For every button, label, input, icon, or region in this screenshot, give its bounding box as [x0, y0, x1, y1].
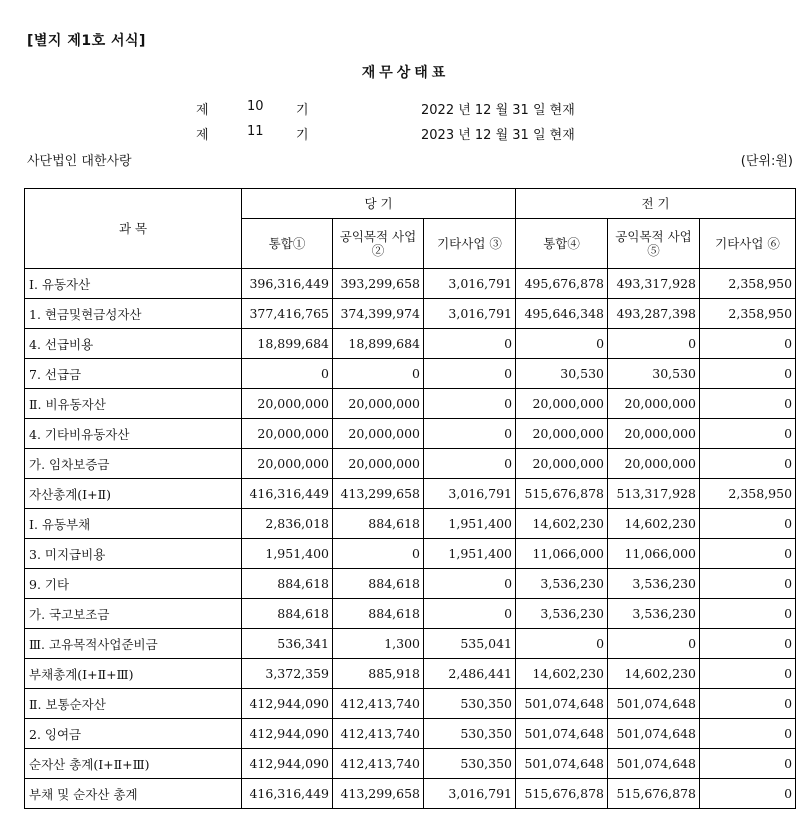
- account-name: Ⅲ. 고유목적사업준비금: [25, 629, 242, 659]
- amount-cell: 0: [700, 779, 796, 809]
- amount-cell: 495,646,348: [516, 299, 608, 329]
- account-name: Ⅰ. 유동부채: [25, 509, 242, 539]
- amount-cell: 1,951,400: [424, 509, 516, 539]
- amount-cell: 3,536,230: [608, 569, 700, 599]
- account-name: 7. 선급금: [25, 359, 242, 389]
- amount-cell: 0: [700, 749, 796, 779]
- amount-cell: 416,316,449: [242, 479, 333, 509]
- amount-cell: 0: [700, 449, 796, 479]
- amount-cell: 14,602,230: [516, 659, 608, 689]
- account-name: 순자산 총계(Ⅰ+Ⅱ+Ⅲ): [25, 749, 242, 779]
- amount-cell: 20,000,000: [608, 389, 700, 419]
- amount-cell: 416,316,449: [242, 779, 333, 809]
- amount-cell: 884,618: [333, 509, 424, 539]
- document-title: 재무상태표: [361, 65, 450, 81]
- amount-cell: 0: [700, 329, 796, 359]
- amount-cell: 396,316,449: [242, 269, 333, 299]
- amount-cell: 0: [700, 599, 796, 629]
- period-ordinal-suffix: 기: [296, 128, 309, 143]
- sub-header: 통합①: [242, 219, 333, 269]
- table-row: [25, 389, 796, 419]
- table-body: [25, 269, 796, 809]
- amount-cell: 0: [608, 329, 700, 359]
- amount-cell: 374,399,974: [333, 299, 424, 329]
- amount-cell: 2,358,950: [700, 299, 796, 329]
- table-row: [25, 539, 796, 569]
- amount-cell: 1,951,400: [242, 539, 333, 569]
- amount-cell: 3,536,230: [516, 569, 608, 599]
- amount-cell: 884,618: [242, 569, 333, 599]
- amount-cell: 20,000,000: [608, 419, 700, 449]
- amount-cell: 530,350: [424, 689, 516, 719]
- amount-cell: 20,000,000: [242, 419, 333, 449]
- amount-cell: 18,899,684: [333, 329, 424, 359]
- amount-cell: 3,536,230: [608, 599, 700, 629]
- amount-cell: 30,530: [608, 359, 700, 389]
- table-row: [25, 449, 796, 479]
- amount-cell: 14,602,230: [608, 659, 700, 689]
- amount-cell: 2,358,950: [700, 479, 796, 509]
- amount-cell: 885,918: [333, 659, 424, 689]
- amount-cell: 11,066,000: [608, 539, 700, 569]
- period-ordinal-suffix: 기: [296, 103, 309, 118]
- amount-cell: 0: [424, 449, 516, 479]
- amount-cell: 20,000,000: [242, 389, 333, 419]
- amount-cell: 3,016,791: [424, 779, 516, 809]
- amount-cell: 0: [608, 629, 700, 659]
- sub-header: 통합④: [516, 219, 608, 269]
- balance-sheet-table: [24, 188, 796, 809]
- account-name: 2. 잉여금: [25, 719, 242, 749]
- amount-cell: 884,618: [242, 599, 333, 629]
- amount-cell: 377,416,765: [242, 299, 333, 329]
- amount-cell: 501,074,648: [608, 719, 700, 749]
- amount-cell: 0: [424, 389, 516, 419]
- amount-cell: 14,602,230: [608, 509, 700, 539]
- amount-cell: 393,299,658: [333, 269, 424, 299]
- amount-cell: 0: [700, 659, 796, 689]
- amount-cell: 0: [516, 629, 608, 659]
- table-row: [25, 629, 796, 659]
- table-row: [25, 569, 796, 599]
- amount-cell: 0: [424, 569, 516, 599]
- amount-cell: 884,618: [333, 599, 424, 629]
- amount-cell: 0: [700, 539, 796, 569]
- account-name: Ⅱ. 비유동자산: [25, 389, 242, 419]
- amount-cell: 535,041: [424, 629, 516, 659]
- period-ordinal-prefix: 제: [196, 128, 209, 143]
- table-row: [25, 419, 796, 449]
- account-name: 4. 기타비유동자산: [25, 419, 242, 449]
- amount-cell: 0: [242, 359, 333, 389]
- amount-cell: 501,074,648: [516, 719, 608, 749]
- amount-cell: 3,016,791: [424, 299, 516, 329]
- sub-header: 기타사업 ③: [424, 219, 516, 269]
- table-row: [25, 359, 796, 389]
- table-row: [25, 689, 796, 719]
- amount-cell: 0: [700, 389, 796, 419]
- prior-period-header: 전 기: [516, 189, 796, 219]
- amount-cell: 3,536,230: [516, 599, 608, 629]
- table-row: [25, 779, 796, 809]
- amount-cell: 515,676,878: [516, 479, 608, 509]
- amount-cell: 412,413,740: [333, 749, 424, 779]
- amount-cell: 0: [700, 689, 796, 719]
- amount-cell: 530,350: [424, 749, 516, 779]
- table-row: [25, 659, 796, 689]
- organization-name: 사단법인 대한사랑: [27, 154, 132, 169]
- amount-cell: 2,358,950: [700, 269, 796, 299]
- amount-cell: 413,299,658: [333, 479, 424, 509]
- amount-cell: 0: [424, 419, 516, 449]
- account-name: 4. 선급비용: [25, 329, 242, 359]
- table-row: [25, 299, 796, 329]
- account-name: 부채 및 순자산 총계: [25, 779, 242, 809]
- table-row: [25, 749, 796, 779]
- table-row: [25, 599, 796, 629]
- amount-cell: 2,486,441: [424, 659, 516, 689]
- amount-cell: 530,350: [424, 719, 516, 749]
- period-number: 10: [247, 99, 264, 114]
- table-row: [25, 719, 796, 749]
- amount-cell: 501,074,648: [608, 689, 700, 719]
- amount-cell: 0: [700, 419, 796, 449]
- amount-cell: 0: [424, 599, 516, 629]
- amount-cell: 513,317,928: [608, 479, 700, 509]
- account-name: 부채총계(Ⅰ+Ⅱ+Ⅲ): [25, 659, 242, 689]
- period-number: 11: [247, 124, 264, 139]
- amount-cell: 493,287,398: [608, 299, 700, 329]
- amount-cell: 20,000,000: [333, 449, 424, 479]
- amount-cell: 0: [424, 329, 516, 359]
- amount-cell: 0: [333, 359, 424, 389]
- sub-header: 기타사업 ⑥: [700, 219, 796, 269]
- amount-cell: 493,317,928: [608, 269, 700, 299]
- amount-cell: 20,000,000: [333, 389, 424, 419]
- amount-cell: 0: [700, 719, 796, 749]
- amount-cell: 11,066,000: [516, 539, 608, 569]
- amount-cell: 495,676,878: [516, 269, 608, 299]
- period-date: 2023 년 12 월 31 일 현재: [421, 128, 575, 143]
- amount-cell: 14,602,230: [516, 509, 608, 539]
- table-row: [25, 509, 796, 539]
- currency-unit: (단위:원): [740, 154, 793, 169]
- amount-cell: 0: [700, 359, 796, 389]
- amount-cell: 501,074,648: [516, 749, 608, 779]
- current-period-header: 당 기: [242, 189, 516, 219]
- amount-cell: 413,299,658: [333, 779, 424, 809]
- amount-cell: 20,000,000: [516, 419, 608, 449]
- amount-cell: 3,016,791: [424, 479, 516, 509]
- amount-cell: 884,618: [333, 569, 424, 599]
- amount-cell: 412,413,740: [333, 719, 424, 749]
- account-header: 과 목: [25, 189, 242, 269]
- amount-cell: 412,413,740: [333, 689, 424, 719]
- amount-cell: 1,300: [333, 629, 424, 659]
- table-row: [25, 479, 796, 509]
- amount-cell: 0: [424, 359, 516, 389]
- period-date: 2022 년 12 월 31 일 현재: [421, 103, 575, 118]
- period-ordinal-prefix: 제: [196, 103, 209, 118]
- amount-cell: 20,000,000: [516, 389, 608, 419]
- sub-header: 공익목적 사업②: [333, 219, 424, 269]
- amount-cell: 0: [700, 569, 796, 599]
- amount-cell: 0: [700, 509, 796, 539]
- account-name: Ⅰ. 유동자산: [25, 269, 242, 299]
- account-name: Ⅱ. 보통순자산: [25, 689, 242, 719]
- table-row: [25, 329, 796, 359]
- amount-cell: 412,944,090: [242, 719, 333, 749]
- amount-cell: 2,836,018: [242, 509, 333, 539]
- amount-cell: 0: [333, 539, 424, 569]
- amount-cell: 3,016,791: [424, 269, 516, 299]
- amount-cell: 18,899,684: [242, 329, 333, 359]
- amount-cell: 20,000,000: [242, 449, 333, 479]
- amount-cell: 30,530: [516, 359, 608, 389]
- amount-cell: 1,951,400: [424, 539, 516, 569]
- account-name: 9. 기타: [25, 569, 242, 599]
- amount-cell: 20,000,000: [333, 419, 424, 449]
- account-name: 가. 국고보조금: [25, 599, 242, 629]
- form-label: [별지 제1호 서식]: [27, 33, 146, 49]
- amount-cell: 501,074,648: [516, 689, 608, 719]
- sub-header: 공익목적 사업⑤: [608, 219, 700, 269]
- amount-cell: 412,944,090: [242, 689, 333, 719]
- amount-cell: 0: [700, 629, 796, 659]
- amount-cell: 515,676,878: [516, 779, 608, 809]
- amount-cell: 0: [516, 329, 608, 359]
- amount-cell: 515,676,878: [608, 779, 700, 809]
- account-name: 가. 임차보증금: [25, 449, 242, 479]
- amount-cell: 501,074,648: [608, 749, 700, 779]
- amount-cell: 536,341: [242, 629, 333, 659]
- account-name: 자산총계(Ⅰ+Ⅱ): [25, 479, 242, 509]
- amount-cell: 3,372,359: [242, 659, 333, 689]
- amount-cell: 20,000,000: [516, 449, 608, 479]
- amount-cell: 412,944,090: [242, 749, 333, 779]
- account-name: 3. 미지급비용: [25, 539, 242, 569]
- amount-cell: 20,000,000: [608, 449, 700, 479]
- account-name: 1. 현금및현금성자산: [25, 299, 242, 329]
- table-row: [25, 269, 796, 299]
